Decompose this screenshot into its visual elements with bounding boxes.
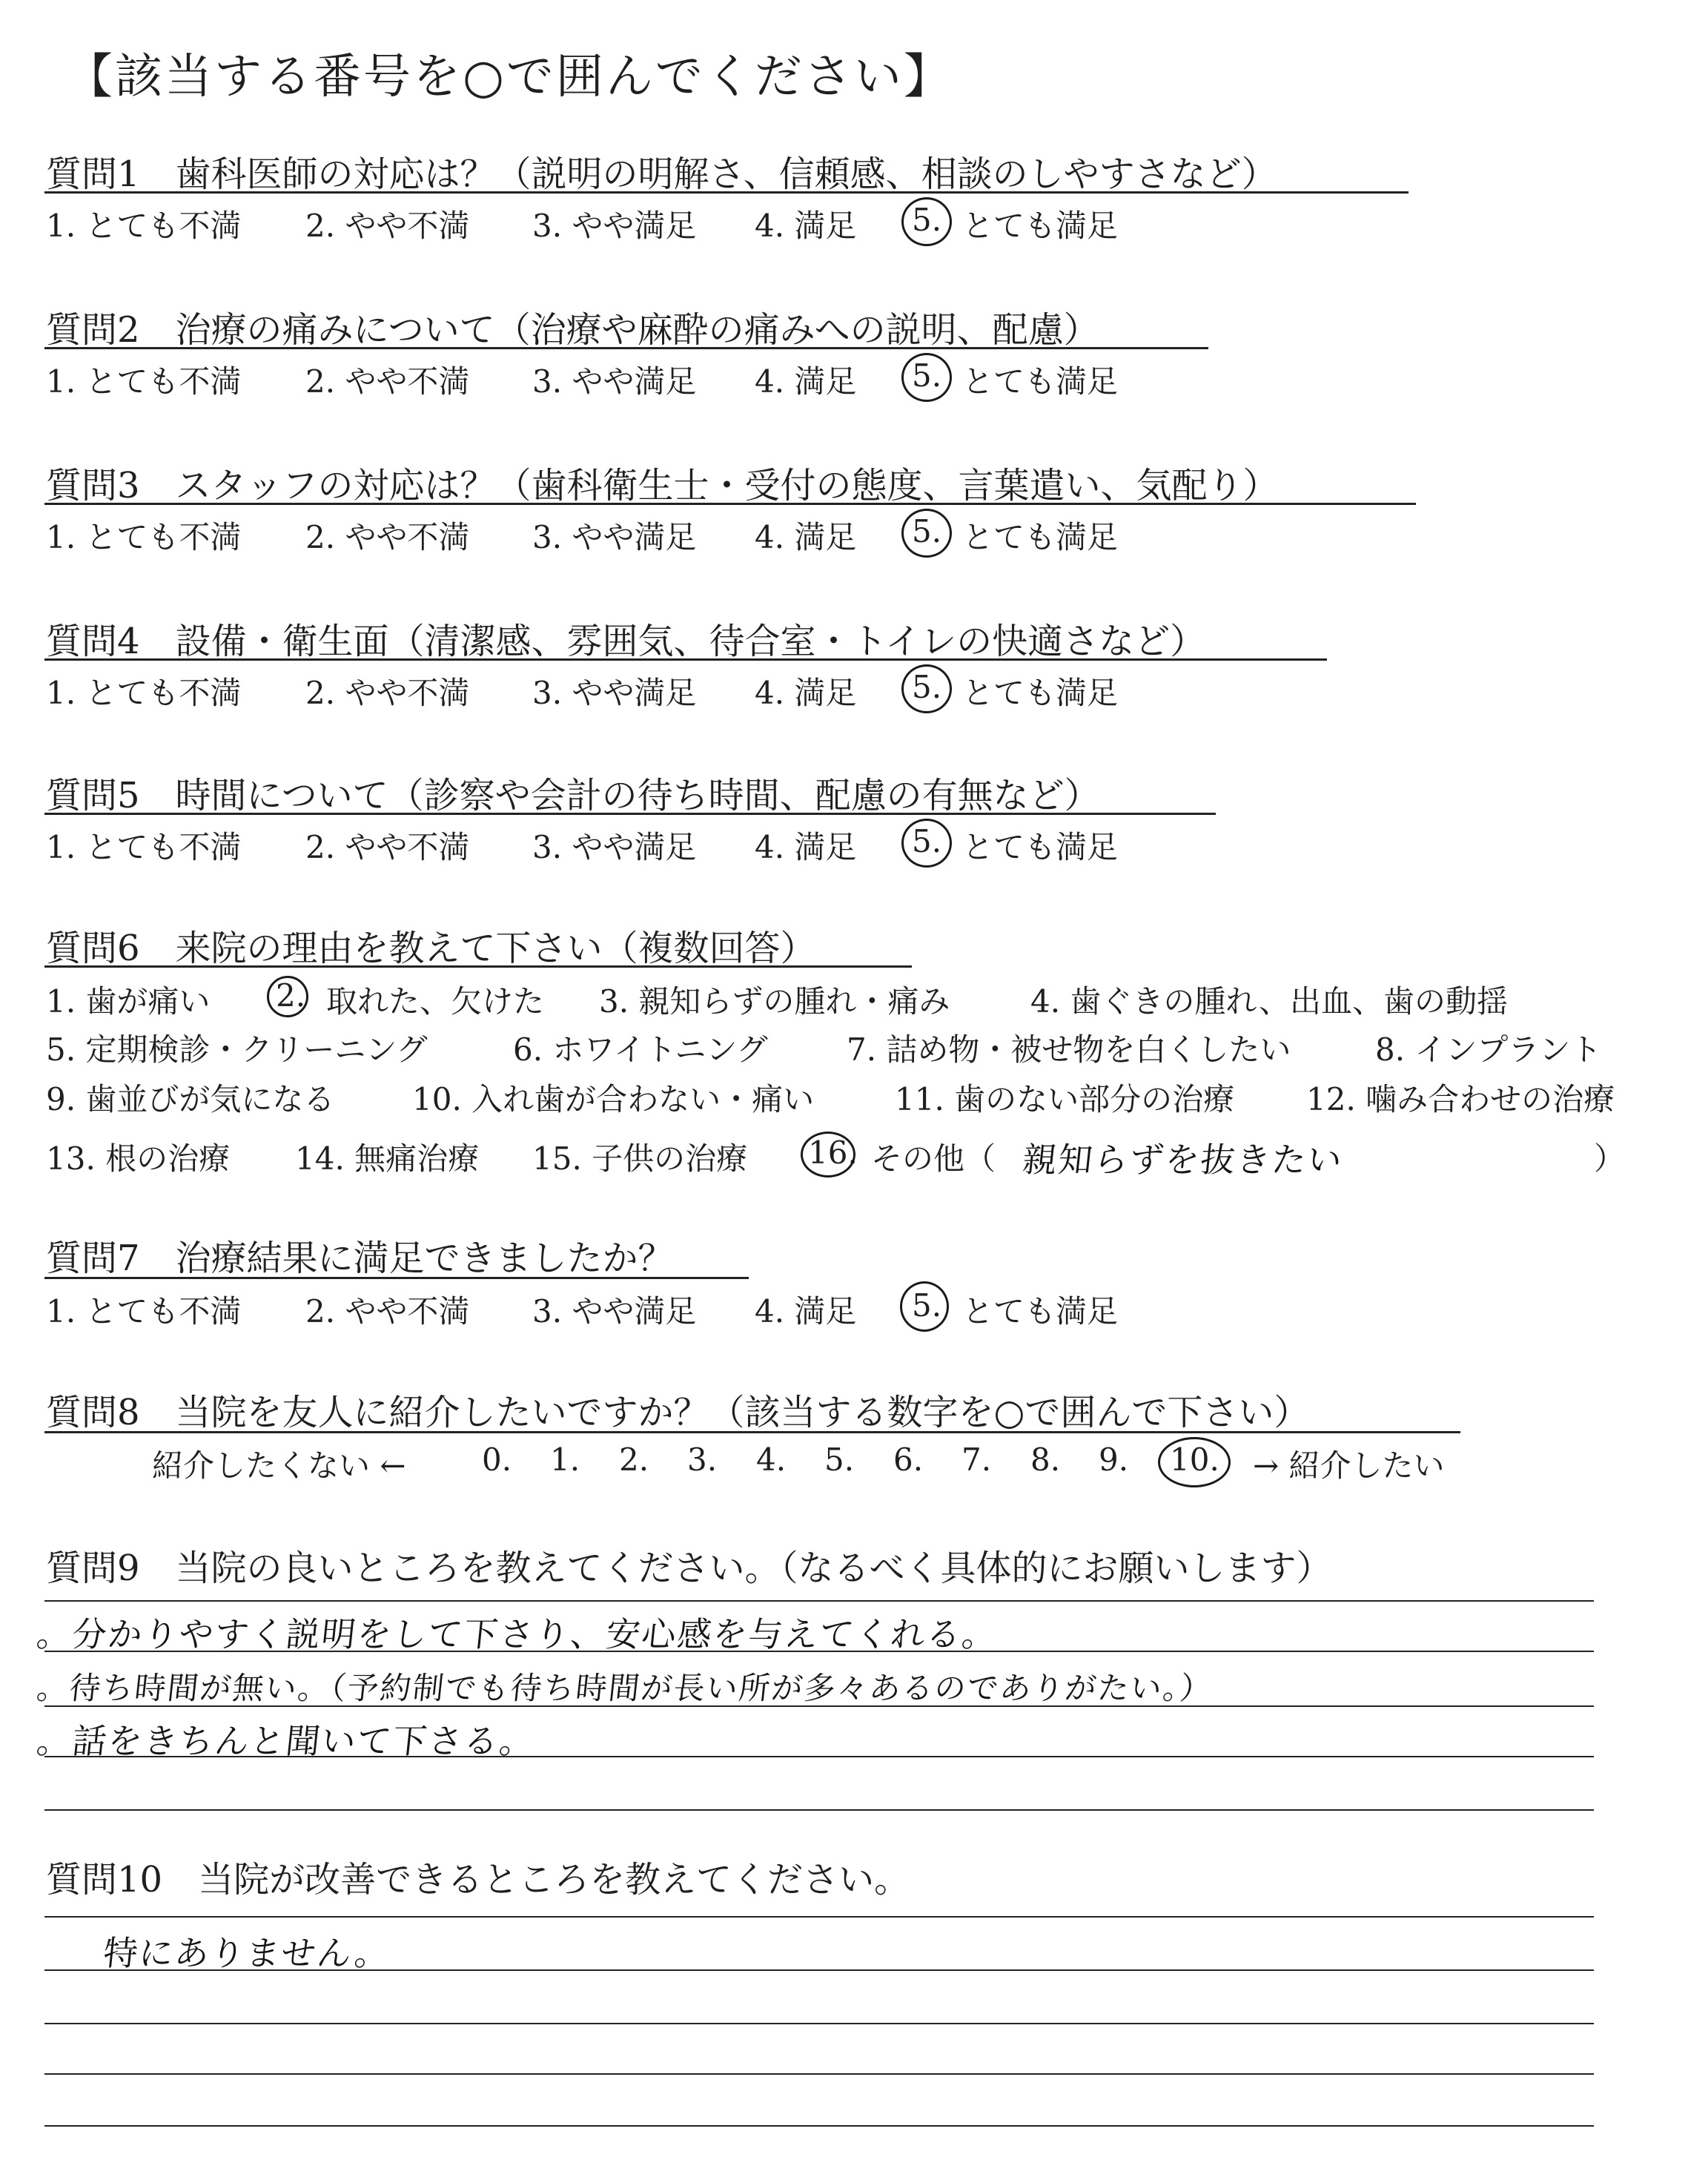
q6-selection-circle-2 <box>267 976 308 1017</box>
q3-title: 質問3 スタッフの対応は？（歯科衛生士・受付の態度、言葉遣い、気配り） <box>46 465 1279 506</box>
q5-option-1: 1. とても不満 <box>46 829 242 865</box>
q8-scale-2: 2. <box>619 1441 649 1478</box>
q8-scale-9: 9. <box>1099 1441 1129 1478</box>
q9-answer-1: 。分かりやすく説明をして下さり、安心感を与えてくれる。 <box>34 1614 1000 1654</box>
q5-option-4: 4. 満足 <box>755 829 857 865</box>
q8-title: 質問8 当院を友人に紹介したいですか？（該当する数字を○で囲んで下さい） <box>46 1392 1310 1433</box>
q2-option-3: 3. やや満足 <box>532 363 697 400</box>
q5-option-2: 2. やや不満 <box>305 829 470 865</box>
q4-underline <box>44 658 1327 661</box>
q2-option-4: 4. 満足 <box>755 363 857 400</box>
q8-left-label: 紹介したくない ← <box>152 1447 406 1484</box>
q1-title: 質問1 歯科医師の対応は？（説明の明解さ、信頼感、相談のしやすさなど） <box>46 153 1277 195</box>
q7-option-5: 5. <box>912 1287 942 1324</box>
q8-scale-8: 8. <box>1030 1441 1061 1478</box>
q6-option-16: 16. <box>808 1135 858 1171</box>
q8-right-label: → 紹介したい <box>1253 1447 1445 1484</box>
q4-selection-circle <box>901 664 952 713</box>
q4-option-5-label: とても満足 <box>962 675 1119 711</box>
q4-option-2: 2. やや不満 <box>305 675 470 711</box>
q1-option-5-label: とても満足 <box>962 208 1119 244</box>
q8-underline <box>44 1431 1460 1433</box>
q6-selection-circle-16 <box>801 1132 855 1178</box>
q6-option-12: 12. 噛み合わせの治療 <box>1306 1081 1615 1117</box>
q6-other-label: その他（ <box>871 1140 996 1177</box>
q4-option-1: 1. とても不満 <box>46 675 242 711</box>
q6-underline <box>44 965 912 968</box>
q3-option-1: 1. とても不満 <box>46 519 242 555</box>
q8-scale-4: 4. <box>756 1441 787 1478</box>
q6-option-14: 14. 無痛治療 <box>295 1140 480 1177</box>
q1-selection-circle <box>901 197 952 246</box>
q7-selection-circle <box>900 1281 949 1332</box>
q2-selection-circle <box>901 353 952 402</box>
q9-title: 質問9 当院の良いところを教えてください。（なるべく具体的にお願いします） <box>46 1548 1332 1589</box>
q3-selection-circle <box>901 509 952 558</box>
q2-option-1: 1. とても不満 <box>46 363 242 400</box>
q10-rule-5 <box>44 2125 1594 2127</box>
q5-underline <box>44 813 1216 815</box>
q6-option-5: 5. 定期検診・クリーニング <box>46 1031 428 1068</box>
q10-rule-4 <box>44 2073 1594 2075</box>
q8-selection-circle <box>1158 1437 1231 1487</box>
q9-answer-2: 。待ち時間が無い。（予約制でも待ち時間が長い所が多々あるのでありがたい。） <box>35 1670 1215 1706</box>
q1-option-5: 5. <box>912 202 942 238</box>
q6-option-2-label: 取れた、欠けた <box>326 983 545 1020</box>
q6-title: 質問6 来院の理由を教えて下さい（複数回答） <box>46 928 816 969</box>
q7-option-2: 2. やや不満 <box>305 1293 470 1330</box>
q6-option-15: 15. 子供の治療 <box>532 1140 748 1177</box>
q6-option-3: 3. 親知らずの腫れ・痛み <box>599 983 950 1020</box>
q10-answer: 特にありません。 <box>101 1933 393 1973</box>
q6-other-close: ） <box>1594 1140 1626 1177</box>
q1-option-3: 3. やや満足 <box>532 208 697 244</box>
q7-option-3: 3. やや満足 <box>532 1293 697 1330</box>
q2-option-5: 5. <box>912 357 942 394</box>
q7-option-4: 4. 満足 <box>755 1293 857 1330</box>
q9-rule-5 <box>44 1809 1594 1811</box>
q6-option-8: 8. インプラント <box>1375 1031 1602 1068</box>
q6-option-10: 10. 入れ歯が合わない・痛い <box>412 1081 815 1117</box>
q9-answer-3: 。話をきちんと聞いて下さる。 <box>34 1721 537 1761</box>
q8-scale-5: 5. <box>824 1441 855 1478</box>
q8-scale-1: 1. <box>550 1441 580 1478</box>
q5-option-5-label: とても満足 <box>962 829 1119 865</box>
q3-option-5-label: とても満足 <box>962 519 1119 555</box>
q3-option-2: 2. やや不満 <box>305 519 470 555</box>
q3-option-5: 5. <box>912 513 942 549</box>
q8-scale-3: 3. <box>687 1441 718 1478</box>
q6-option-6: 6. ホワイトニング <box>513 1031 768 1068</box>
q4-option-4: 4. 満足 <box>755 675 857 711</box>
q8-scale-0: 0. <box>482 1441 512 1478</box>
q9-rule-1 <box>44 1600 1594 1602</box>
q6-option-13: 13. 根の治療 <box>46 1140 231 1177</box>
q3-underline <box>44 503 1416 505</box>
q3-option-4: 4. 満足 <box>755 519 857 555</box>
q2-underline <box>44 347 1208 349</box>
q4-option-3: 3. やや満足 <box>532 675 697 711</box>
q7-option-5-label: とても満足 <box>962 1293 1119 1330</box>
q6-option-11: 11. 歯のない部分の治療 <box>895 1081 1235 1117</box>
page-header: 【該当する番号を○で囲んでください】 <box>65 50 953 105</box>
q8-scale-6: 6. <box>893 1441 924 1478</box>
q1-underline <box>44 191 1409 194</box>
q5-option-5: 5. <box>912 823 942 859</box>
q8-scale-7: 7. <box>961 1441 992 1478</box>
q6-option-7: 7. 詰め物・被せ物を白くしたい <box>847 1031 1291 1068</box>
q5-title: 質問5 時間について（診察や会計の待ち時間、配慮の有無など） <box>46 775 1100 816</box>
q2-option-2: 2. やや不満 <box>305 363 470 400</box>
q3-option-3: 3. やや満足 <box>532 519 697 555</box>
q6-option-1: 1. 歯が痛い <box>46 983 211 1020</box>
q6-other-handwriting: 親知らずを抜きたい <box>1020 1140 1345 1180</box>
q6-option-2: 2. <box>276 977 306 1014</box>
q2-title: 質問2 治療の痛みについて（治療や麻酔の痛みへの説明、配慮） <box>46 309 1099 351</box>
q6-option-4: 4. 歯ぐきの腫れ、出血、歯の動揺 <box>1030 983 1508 1020</box>
q10-rule-1 <box>44 1916 1594 1918</box>
q7-underline <box>44 1277 749 1279</box>
q1-option-4: 4. 満足 <box>755 208 857 244</box>
q1-option-1: 1. とても不満 <box>46 208 242 244</box>
q1-option-2: 2. やや不満 <box>305 208 470 244</box>
q2-option-5-label: とても満足 <box>962 363 1119 400</box>
q7-option-1: 1. とても不満 <box>46 1293 242 1330</box>
q10-title: 質問10 当院が改善できるところを教えてください。 <box>46 1859 910 1900</box>
q5-option-3: 3. やや満足 <box>532 829 697 865</box>
q6-option-9: 9. 歯並びが気になる <box>46 1081 335 1117</box>
q4-title: 質問4 設備・衛生面（清潔感、雰囲気、待合室・トイレの快適さなど） <box>46 621 1206 662</box>
q4-option-5: 5. <box>912 669 942 705</box>
q5-selection-circle <box>901 819 952 868</box>
q10-rule-3 <box>44 2023 1594 2024</box>
q7-title: 質問7 治療結果に満足できましたか？ <box>46 1238 674 1279</box>
q8-scale-10: 10. <box>1170 1441 1219 1478</box>
